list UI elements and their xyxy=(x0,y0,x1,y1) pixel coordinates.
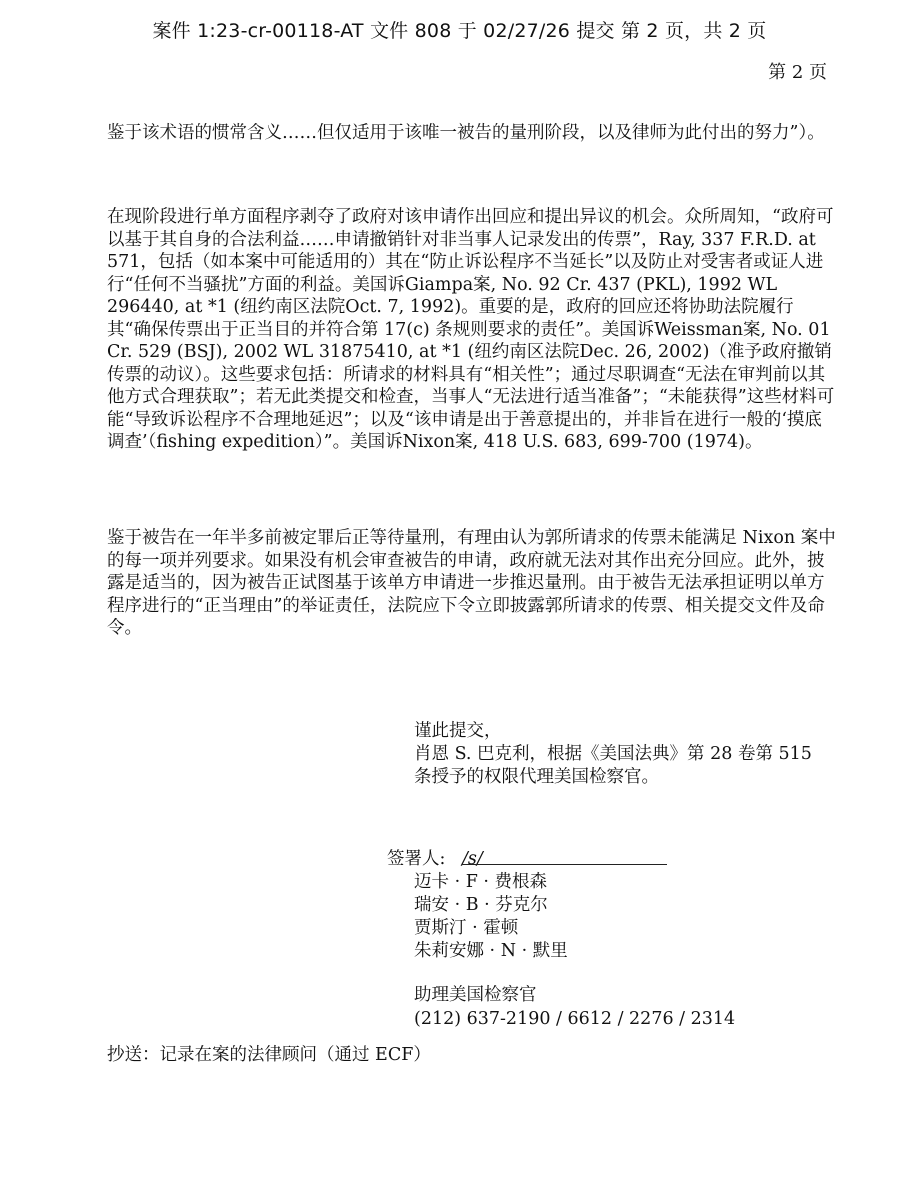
signer-phone: (212) 637-2190 / 6612 / 2276 / 2314 xyxy=(414,1009,736,1029)
signature-label: 签署人: xyxy=(387,849,446,869)
signer-list xyxy=(414,871,807,963)
signer-name: 瑞安 · B · 芬克尔 xyxy=(414,895,548,915)
page-number: 第 2 页 xyxy=(768,62,827,83)
signer-name: 贾斯汀 · 霍顿 xyxy=(414,918,519,938)
closing-block xyxy=(414,720,834,789)
signature-block xyxy=(387,848,807,963)
signature-underline xyxy=(462,864,667,865)
signer-title: 助理美国检察官 xyxy=(414,985,537,1005)
closing-authority-line: 条授予的权限代理美国检察官。 xyxy=(414,767,659,787)
signer-name: 朱莉安娜 · N · 默里 xyxy=(414,941,568,961)
signature-line xyxy=(387,848,807,871)
body-paragraph-2: 在现阶段进行单方面程序剥夺了政府对该申请作出回应和提出异议的机会。众所周知，“政府可以基于其自身的合法利益……申请撤销针对非当事人记录发出的传票”，Ray, 337 F.R.D. at 571，包括（如本案中可能适用的）其在“防止诉讼程序不当延长”以及防止对受害者或证人进行“任何不当骚扰”方面的利益。美国诉Giampa案, No. 92 Cr. 437 (PKL), 1992 WL 296440, at *1 (纽约南区法院Oct. 7, 1992)。重要的是，政府的回应还将协助法院履行其“确保传票出于正当目的并符合第 17(c) 条规则要求的责任”。美国诉Weissman案, No. 01 Cr. 529 (BSJ), 2002 WL 31875410, at *1 (纽约南区法院Dec. 26, 2002)（准予政府撤销传票的动议）。这些要求包括：所请求的材料具有“相关性”；通过尽职调查“无法在审判前以其他方式合理获取”；若无此类提交和检查，当事人“无法进行适当准备”；“未能获得”这些材料可能“导致诉讼程序不合理地延迟”；以及“该申请是出于善意提出的，并非旨在进行一般的‘摸底调查’（fishing expedition）”。美国诉Nixon案, 418 U.S. 683, 699-700 (1974)。 xyxy=(107,207,835,452)
cc-line: 抄送：记录在案的法律顾问（通过 ECF） xyxy=(107,1045,431,1065)
case-header: 案件 1:23-cr-00118-AT 文件 808 于 02/27/26 提交 第 2 页，共 2 页 xyxy=(152,20,767,42)
closing-attorney-line: 肖恩 S. 巴克利，根据《美国法典》第 28 卷第 515 xyxy=(414,744,812,764)
closing-salutation: 谨此提交， xyxy=(414,721,502,741)
signer-name: 迈卡 · F · 费根森 xyxy=(414,872,548,892)
body-paragraph-1: 鉴于该术语的惯常含义……但仅适用于该唯一被告的量刑阶段，以及律师为此付出的努力”）。 xyxy=(107,123,825,143)
signature-value: /s/ xyxy=(462,849,483,869)
body-paragraph-3: 鉴于被告在一年半多前被定罪后正等待量刑，有理由认为郭所请求的传票未能满足 Nixon 案中的每一项并列要求。如果没有机会审查被告的申请，政府就无法对其作出充分回应。此外，披露是适当的，因为被告正试图基于该单方申请进一步推迟量刑。由于被告无法承担证明以单方程序进行的“正当理由”的举证责任，法院应下令立即披露郭所请求的传票、相关提交文件及命令。 xyxy=(107,528,836,638)
